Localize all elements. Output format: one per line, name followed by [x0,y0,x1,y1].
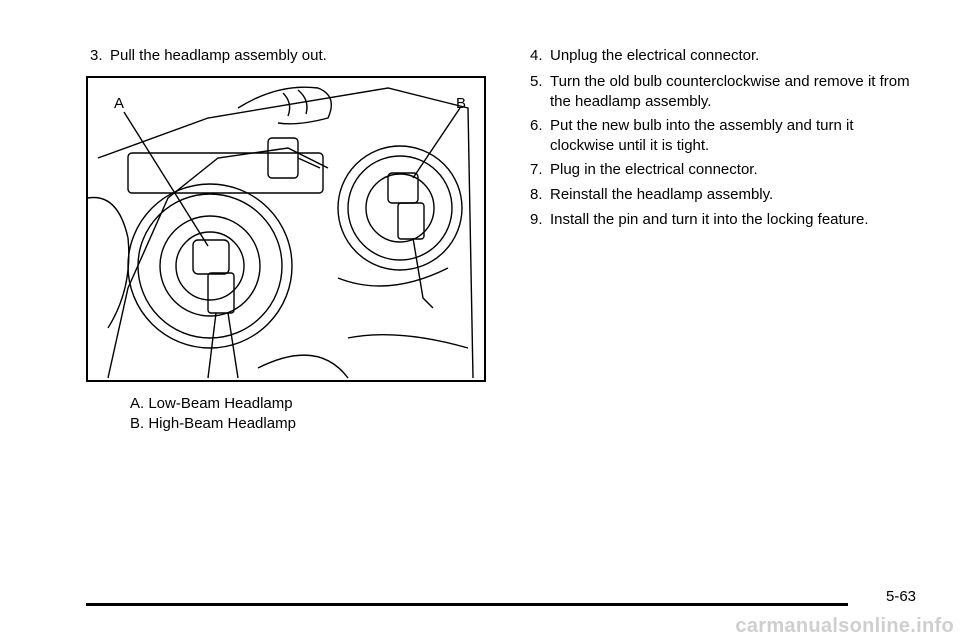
step-9 [530,210,920,230]
step-4 [530,46,920,66]
step-text: Unplug the electrical connector. [550,47,760,64]
step-number: 9. [530,211,543,228]
step-text: Plug in the electrical connector. [550,161,758,178]
headlamp-figure [86,76,486,382]
step-5 [530,72,920,112]
step-3 [90,46,480,66]
watermark: carmanualsonline.info [735,615,954,637]
step-text: Reinstall the headlamp assembly. [550,186,774,203]
step-7 [530,160,920,180]
step-8 [530,185,920,205]
step-number: 7. [530,161,543,178]
step-number: 4. [530,47,543,64]
step-text: Turn the old bulb counterclockwise and remove it from the headlamp assembly. [550,73,910,110]
step-number: 8. [530,186,543,203]
step-text: Pull the headlamp assembly out. [110,47,327,64]
step-text: Put the new bulb into the assembly and turn it clockwise until it is tight. [550,117,854,154]
step-text: Install the pin and turn it into the locking feature. [550,211,869,228]
step-6 [530,116,920,156]
label-a: A [114,95,125,112]
label-b: B [456,95,467,112]
footer-rule [86,603,848,606]
step-number: 3. [90,47,103,64]
step-number: 5. [530,73,543,90]
page-number: 5-63 [886,588,917,605]
step-number: 6. [530,117,543,134]
headlamp-illustration [88,78,484,380]
callout-b: B. High-Beam Headlamp [130,415,296,432]
callout-a: A. Low-Beam Headlamp [130,395,293,412]
